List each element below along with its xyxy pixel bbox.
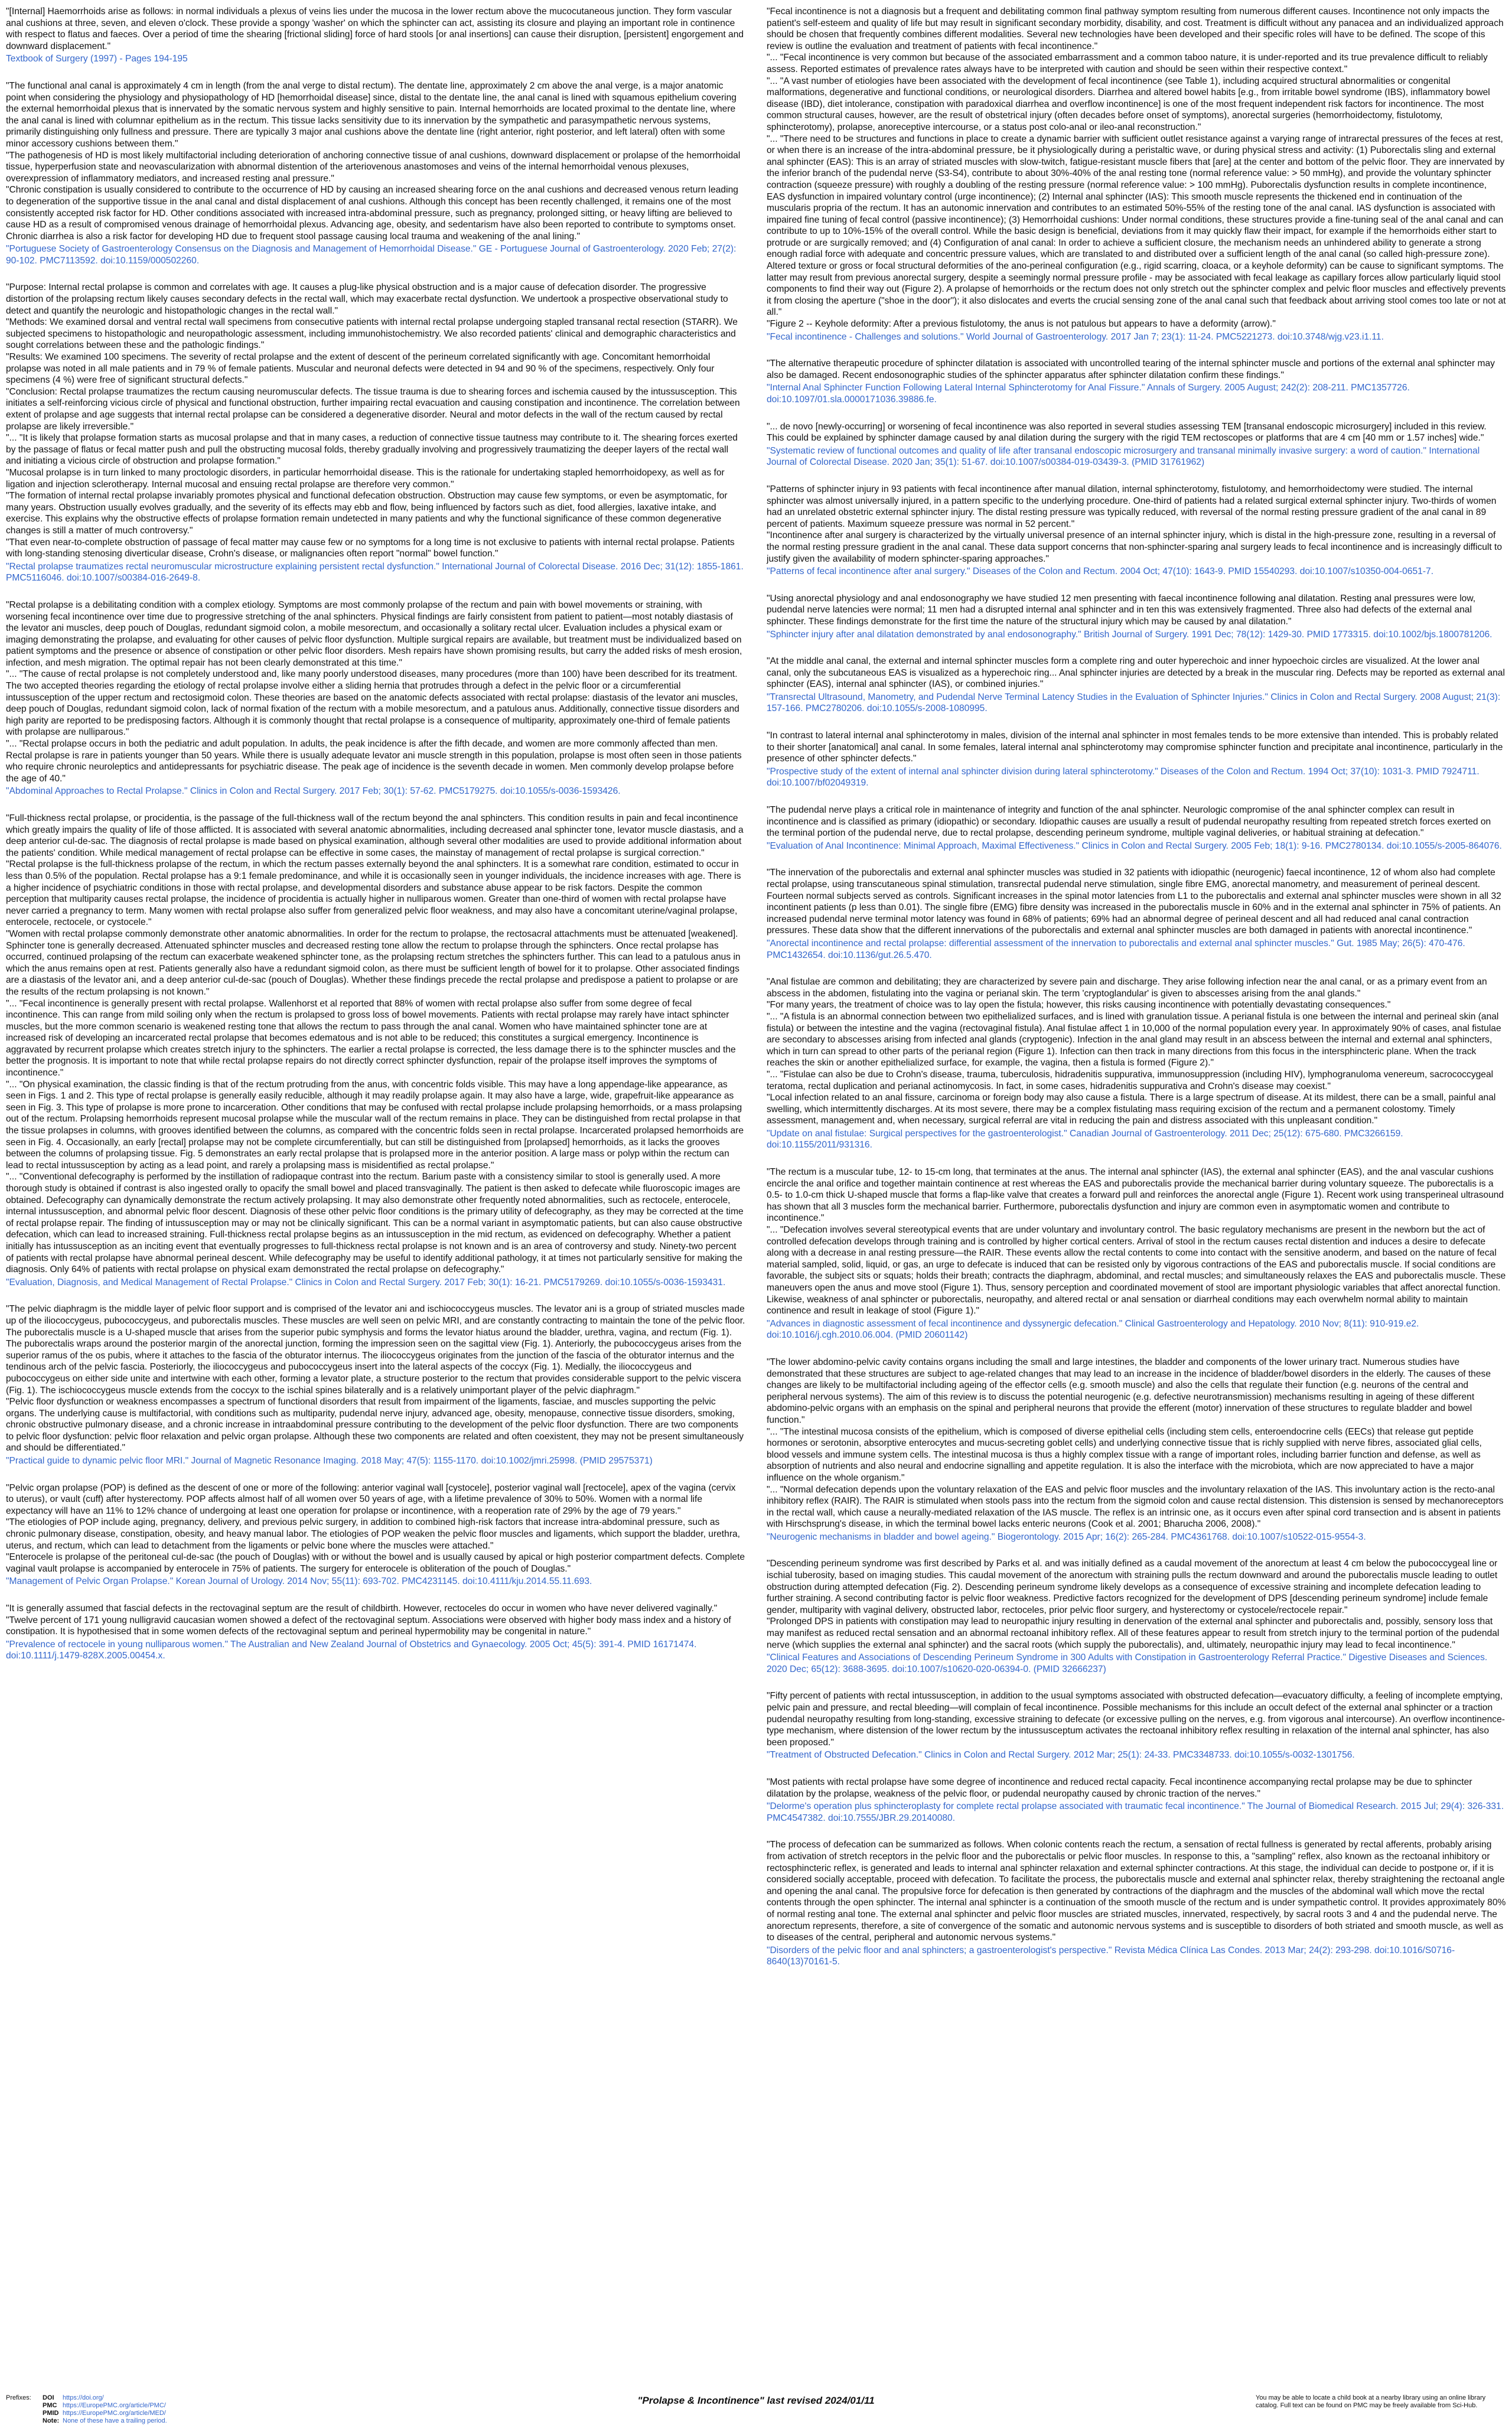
- quote-entry: [767, 804, 1506, 852]
- footer: [0, 2393, 1512, 2424]
- quote-entry: [6, 6, 745, 65]
- prefix-url[interactable]: https://EuropePMC.org/article/MED/: [63, 2410, 166, 2417]
- quote-text: "The process of defecation can be summarized as follows. When colonic contents reach the rectum, a sensation of rectal fullness is generated by rectal afferents, probably arising from activation of stretch receptors in the pelvic floor and the puborectalis or pelvic floor muscles. In response to this, a "sampling" reflex, also known as the rectoanal inhibitory or rectosphincteric reflex, is generated and leads to internal anal sphincter relaxation and external sphincter contractions. At this stage, the individual can decide to postpone or, if it is considered socially acceptable, proceed with defecation. To facilitate the process, the puborectalis muscle and external anal sphincter relax, thereby straightening the rectoanal angle and opening the anal canal. The propulsive force for defecation is then generated by contractions of the diaphragm and the muscles of the abdominal wall which move the rectal contents through the open sphincter. The internal anal sphincter is a continuation of the smooth muscle of the rectum and is under sympathetic control. It provides approximately 80% of normal resting anal tone. The external anal sphincter and pelvic floor muscles are striated muscles, innervated, respectively, by sacral roots 3 and 4 and the pudendal nerve. The anorectum represents, therefore, a site of convergence of the somatic and autonomic nervous systems and is susceptible to disorders of both striated and smooth muscle, as well as to diseases of the central, peripheral and autonomic nervous systems.": [767, 1840, 1506, 1943]
- citation-link[interactable]: "Fecal incontinence - Challenges and solutions." World Journal of Gastroenterology. 2017 Jan 7; 23(1): 11-24. PMC5221273. doi:10.3748/wjg.v23.i1.11.: [767, 331, 1384, 342]
- prefixes-label: Prefixes:: [6, 2394, 31, 2401]
- quote-entry: [6, 813, 745, 1288]
- quote-entry: [767, 1166, 1506, 1341]
- quote-text: "Rectal prolapse is a debilitating condition with a complex etiology. Symptoms are most commonly prolapse of the rectum and pain with bowel movements or straining, with worsening fecal incontinence over time due to progressive stretching of the anal sphincters. Physical findings are fairly consistent from patient to patient—most notably diastasis of the levator ani muscles, deep pouch of Douglas, redundant sigmoid colon, a mobile mesorectum, and occasionally a solitary rectal ulcer. Evaluation includes a physical exam or imaging demonstrating the prolapse, and evaluating for other causes of pelvic floor dysfunction. Multiple surgical repairs are available, but treatment must be individualized based on patient symptoms and the presence or absence of constipation or other pelvic floor disorders. Mesh repairs have shown promising results, but carry the added risks of mesh erosion, infection, and mesh migration. The optimal repair has not been clearly demonstrated at this time." "... "The cause of rectal prolapse is not completely understood and, like many poorly understood diseases, many procedures (more than 100) have been described for its treatment. The two accepted theories regarding the etiology of rectal prolapse involve either a sliding hernia that protrudes through a defect in the pelvic floor or a circumferential intussusception of the upper rectum and rectosigmoid colon. These theories are based on the anatomic defects associated with rectal prolapse: diastasis of the levator ani muscles, deep pouch of Douglas, redundant sigmoid colon, lack of normal fixation of the rectum with a mobile mesorectum, and a patulous anus. Additionally, connective tissue disorders and high parity are reported to be predisposing factors. Although it is commonly thought that rectal prolapse is a consequence of multiparity, approximately one-third of female patients with prolapse are nulliparous." "... "Rectal prolapse occurs in both the pediatric and adult population. In adults, the peak incidence is after the fifth decade, and women are more commonly affected than men. Rectal prolapse is rare in patients younger than 50 years. While there is usually adequate levator ani muscle strength in this population, prolapse is most often seen in those patients who require chronic neuroleptics and antidepressants for psychiatric disease. The peak age of incidence is the seventh decade in women. Men commonly develop prolapse before the age of 40.": [6, 599, 742, 784]
- quote-entry: [767, 656, 1506, 715]
- quote-text: "[Internal] Haemorrhoids arise as follows: in normal individuals a plexus of veins lies under the mucosa in the lower rectum above the mucocutaneous junction. They form vascular anal cushions at three, seven, and eleven o'clock. These provide a spongy 'washer' on which the sphincter can act, assisting its closure and playing an important role in continence with respect to flatus and faeces. Over a period of time the shearing [frictional sliding] force of hard stools [or anal insertions] can cause their disruption, [persistent] engorgement and downward displacement.": [6, 6, 744, 51]
- citation-link[interactable]: "Practical guide to dynamic pelvic floor MRI." Journal of Magnetic Resonance Imaging. 2018 May; 47(5): 1155-1170. doi:10.1002/jmri.25998. (PMID 29575371): [6, 1456, 653, 1466]
- quote-text: "Fifty percent of patients with rectal intussusception, in addition to the usual symptoms associated with obstructed defecation—evacuatory difficulty, a feeling of incomplete emptying, pelvic pain and pressure, and rectal bleeding—will complain of fecal incontinence. Possible mechanisms for this include an occult defect of the external anal sphincter or a traction pudendal neuropathy resulting from long-standing, excessive straining to defecate (or excessive pulling on the nerves, e.g. from vigorous anal intercourse). An overflow incontinence-type mechanism, where distension of the lower rectum by the intussusceptum activates the rectoanal inhibitory reflex resulting in relaxation of the internal anal sphincter, has also been proposed.": [767, 1691, 1505, 1748]
- quote-text: "The innervation of the puborectalis and external anal sphincter muscles was studied in 32 patients with idiopathic (neurogenic) faecal incontinence, 12 of whom also had complete rectal prolapse, using transcutaneous spinal stimulation, transrectal pudendal nerve stimulation, single fibre EMG, anorectal manometry, and measurement of perineal descent. Fourteen normal subjects served as controls. Significant increases in the spinal motor latencies from L1 to the puborectalis and external anal sphincter muscles were shown in all 32 incontinent patients (p less than 0.01). The single fibre (EMG) fibre density was increased in the puborectalis muscle in 60% and in the external anal sphincter in 75% of patients. An increased pudendal nerve terminal motor latency was found in 68% of patients; 69% had an abnormal degree of perineal descent and all had reduced anal canal contraction pressures. These data show that the different innervations of the puborectalis and external anal sphincter muscles are both damaged in patients with anorectal incontinence.": [767, 868, 1501, 936]
- citation-link[interactable]: "Prospective study of the extent of internal anal sphincter division during lateral sphincterotomy." Diseases of the Colon and Rectum. 1994 Oct; 37(10): 1031-3. PMID 7924711. doi:10.1007/bf02049319.: [767, 766, 1480, 788]
- citation-link[interactable]: "Transrectal Ultrasound, Manometry, and Pudendal Nerve Terminal Latency Studies in the Evaluation of Sphincter Injuries." Clinics in Colon and Rectal Surgery. 2008 August; 21(3): 157-166. PMC2780206. doi:10.1055/s-2008-1080995.: [767, 692, 1501, 714]
- quote-entry: [6, 1482, 745, 1588]
- quote-entry: [767, 1690, 1506, 1761]
- quote-text: "Purpose: Internal rectal prolapse is common and correlates with age. It causes a plug-like physical obstruction and is a major cause of defecation disorder. The progressive distortion of the prolapsing rectum likely causes secondary defects in the rectal wall, which may exacerbate rectal dysfunction. We undertook a prospective observational study to detect and quantify the neurologic and histopathologic changes in the rectal wall." "Methods: We examined dorsal and ventral rectal wall specimens from consecutive patients with internal rectal prolapse undergoing stapled transanal rectal resection (STARR). We subjected specimens to histopathologic and neuropathologic assessment, including immunohistochemistry. We also recorded patients' clinical and demographic characteristics and sought correlations between these and the pathologic findings." "Results: We examined 100 specimens. The severity of rectal prolapse and the extent of descent of the perineum correlated significantly with age. Concomitant hemorrhoidal prolapse was noted in all male patients and in 79 % of female patients. Muscular and neuronal defects were detected in 94 and 90 % of the specimens, respectively. Only four specimens (4 %) were free of significant structural defects." "Conclusion: Rectal prolapse traumatizes the rectum causing neuromuscular defects. The tissue trauma is due to shearing forces and ischemia caused by the intussusception. This initiates a self-reinforcing vicious circle of physical and functional obstruction, further impairing rectal evacuation and causing constipation and incontinence. The correlation between extent of prolapse and age suggests that internal rectal prolapse can be considered a degenerative disorder. Neural and motor defects in the wall of the rectum caused by rectal prolapse are likely irreversible." "... "It is likely that prolapse formation starts as mucosal prolapse and that in many cases, a reduction of connective tissue tautness may contribute to it. The shearing forces exerted by the passage of flatus or fecal matter push and pull the obstructing mucosal folds, thereby gradually involving and progressively traumatizing the deeper layers of the rectal wall and initiating a vicious circle of obstruction and prolapse formation." "Mucosal prolapse is in turn linked to many proctologic disorders, in particular hemorrhoidal disease. This is the rationale for undertaking stapled hemorrhoidopexy, as well as for ligation and injection sclerotherapy. Internal mucosal and ensuing rectal prolapse are therefore very common." "The formation of internal rectal prolapse invariably promotes physical and functional defecation obstruction. Obstruction may cause few symptoms, or even be asymptomatic, for many years. Obstruction usually evolves gradually, and the severity of its effects may ebb and flow, being influenced by factors such as diet, food allergies, laxative intake, and exercise. This explains why the obstructive effects of prolapse formation remain undetected in many patients and why the functional significance of these common degenerative changes is still a matter of much controversy." "That even near-to-complete obstruction of passage of fecal matter may cause few or no symptoms for a long time is not exclusive to patients with internal rectal prolapse. Patients with long-standing stenosing diverticular disease, Crohn's disease, or malignancies often report "normal" bowel function.": [6, 282, 740, 559]
- quote-entry: [6, 1303, 745, 1466]
- citation-link[interactable]: "Evaluation of Anal Incontinence: Minimal Approach, Maximal Effectiveness." Clinics in Colon and Rectal Surgery. 2005 Feb; 18(1): 9-16. PMC2780134. doi:10.1055/s-2005-864076.: [767, 840, 1502, 851]
- citation-link[interactable]: "Portuguese Society of Gastroenterology Consensus on the Diagnosis and Management of Hemorrhoidal Disease." GE - Portuguese Journal of Gastroenterology. 2020 Feb; 27(2): 90-102. PMC7113592. doi:10.1159/000502260.: [6, 244, 737, 266]
- citation-link[interactable]: "Rectal prolapse traumatizes rectal neuromuscular microstructure explaining persistent rectal dysfunction." International Journal of Colorectal Disease. 2016 Dec; 31(12): 1855-1861. PMC5116046. doi:10.1007/s00384-016-2649-8.: [6, 561, 744, 584]
- citation-link[interactable]: "Clinical Features and Associations of Descending Perineum Syndrome in 300 Adults with Constipation in Gastroenterology Referral Practice." Digestive Diseases and Sciences. 2020 Dec; 65(12): 3688-3695. doi:10.1007/s10620-020-06394-0. (PMID 32666237): [767, 1652, 1488, 1674]
- citation-link[interactable]: "Evaluation, Diagnosis, and Medical Management of Rectal Prolapse." Clinics in Colon and Rectal Surgery. 2017 Feb; 30(1): 16-21. PMC5179269. doi:10.1055/s-0036-1593431.: [6, 1277, 726, 1288]
- citation-link[interactable]: "Update on anal fistulae: Surgical perspectives for the gastroenterologist." Canadian Journal of Gastroenterology. 2011 Dec; 25(12): 675-680. PMC3266159. doi:10.1155/2011/931316.: [767, 1128, 1403, 1150]
- quote-entry: [767, 6, 1506, 343]
- left-column: [6, 6, 745, 1677]
- quote-text: "Anal fistulae are common and debilitating; they are characterized by severe pain and discharge. They arise following infection near the anal canal, or as a primary event from an abscess in the abdomen, fistulating into the vagina or perianal skin. The term 'cryptoglandular' is given to abscesses arising from the anal glands." "For many years, the treatment of choice was to lay open the fistula; however, this risks causing incontinence with potentially devastating consequences." "... "A fistula is an abnormal connection between two epithelialized surfaces, and is lined with granulation tissue. A perianal fistula is one between the internal and perineal skin (anal fistula) or between the intestine and the vagina (rectovaginal fistula). Anal fistulae affect 1 in 10,000 of the normal population every year. In approximately 90% of cases, anal fistulae are secondary to abscesses arising from infected anal glands (cryptogenic). Infection in the anal gland may result in an abscess between the internal and external anal sphincters, which in turn can spread to other parts of the perianal region (Figure 1). Infection can then track in many directions from this focus in the intersphincteric plane. When the track reaches the skin or another epithelialized surface, for example, the vagina, then a fistula is formed (Figure 2)." "... "Fistulae can also be due to Crohn's disease, trauma, tuberculosis, hidradenitis suppurativa, immunosuppression (including HIV), lymphogranuloma venereum, sacrococcygeal teratoma, rectal duplication and perianal actinomycosis. In fact, in some cases, hidradenitis suppurativa and Crohn's disease may coexist." "Local infection related to an anal fissure, carcinoma or foreign body may also cause a fistula. There is a large spectrum of disease. At its mildest, there can be a small, painful anal swelling, which intermittently discharges. At its most severe, there may be a complex fistulating mass requiring excision of the rectum and a permanent colostomy. Timely assessment, management and, when necessary, surgical referral are vital in reducing the pain and distress associated with this unpleasant condition.": [767, 977, 1501, 1126]
- footer-note: You may be able to locate a child book at a nearby library using an online library catalog. Full text can be found on PMC may be freely available from Sci-Hub.: [1256, 2394, 1486, 2409]
- quote-entry: [6, 282, 745, 584]
- citation-link[interactable]: "Sphincter injury after anal dilatation demonstrated by anal endosonography." British Journal of Surgery. 1991 Dec; 78(12): 1429-30. PMID 1773315. doi:10.1002/bjs.1800781206.: [767, 629, 1493, 640]
- prefix-row: [43, 2410, 167, 2417]
- citation-link[interactable]: "Prevalence of rectocele in young nulliparous women." The Australian and New Zealand Journal of Obstetrics and Gynaecology. 2005 Oct; 45(5): 391-4. PMID 16171474. doi:10.1111/j.1479-828X.2005.00454.x.: [6, 1639, 697, 1661]
- prefix-url[interactable]: https://EuropePMC.org/article/PMC/: [63, 2402, 166, 2409]
- prefix-key: PMID: [43, 2410, 59, 2417]
- quote-entry: [767, 730, 1506, 789]
- quote-text: "Full-thickness rectal prolapse, or procidentia, is the passage of the full-thickness wall of the rectum beyond the anal sphincters. This condition results in pain and fecal incontinence which greatly impairs the quality of life of those afflicted. It is associated with several anatomic abnormalities, including decreased anal sphincter tone, levator muscle diastasis, and a deep anterior cul-de-sac. The diagnosis of rectal prolapse is made based on physical examination, although several other modalities are used to provide additional information about the patients' condition. While medical management of rectal prolapse can be effective in some cases, the mainstay of management of rectal prolapse is surgical correction." "Rectal prolapse is the full-thickness prolapse of the rectum, in which the rectum passes externally beyond the anal sphincters. It is a somewhat rare condition, estimated to occur in less than 0.5% of the population. Rectal prolapse has a 9:1 female predominance, and while it is occasionally seen in younger individuals, the incidence increases with age. There is a higher incidence of psychiatric conditions in those with rectal prolapse, and developmental disorders and substance abuse appear to be risk factors. Despite the common perception that multiparity causes rectal prolapse, the incidence of procidentia is actually higher in nulliparous women. Greater than one-third of women with rectal prolapse have never carried a pregnancy to term. Many women with rectal prolapse also suffer from generalized pelvic floor weakness, and may also have a concomitant uterine/vaginal prolapse, enterocele, rectocele, or cystocele." "Women with rectal prolapse commonly demonstrate other anatomic abnormalities. In order for the rectum to prolapse, the rectosacral attachments must be attenuated [weakened]. Sphincter tone is generally decreased. Attenuated sphincter muscles and decreased resting tone allow the rectum to prolapse through the sphincters. Once rectal prolapse has occurred, continued prolapsing of the rectum can exacerbate weakened sphincter tone, as the prolapsing rectum stretches the sphincters further. This can lead to a patulous anus in which the anus remains open at rest. Patients generally also have a redundant sigmoid colon, as there must be sufficient length of bowel for it to prolapse. Other associated findings are a diastasis of the levator ani, and a deep anterior cul-de-sac (pouch of Douglas). Whether these findings precede the rectal prolapse and predispose a patient to prolapse or are the results of the rectum prolapsing is not known." "... "Fecal incontinence is generally present with rectal prolapse. Wallenhorst et al reported that 88% of women with rectal prolapse also suffer from some degree of fecal incontinence. This can range from mild soiling only when the rectum is prolapsed to gross loss of bowel movements. Patients with rectal prolapse may rarely have intact sphincter muscles, but the more common scenario is weakened resting tone that allows the rectum to pass through the anal canal. Women who have maintained sphincter tone are at increased risk of developing an incarcerated rectal prolapse that becomes edematous and is not able to be reduced; this constitutes a surgical emergency. Incontinence is aggravated by recurrent prolapse which creates stretch injury to the sphincters. The earlier a rectal prolapse is corrected, the less damage there is to the sphincter muscles and the better the prognosis. It is important to note that while rectal prolapse repairs do not directly correct sphincter dysfunction, repair of the prolapse itself improves the symptoms of incontinence." "... "On physical examination, the classic finding is that of the rectum protruding from the anus, with concentric folds visible. This may have a long appendage-like appearance, as seen in Figs. 1 and 2. This type of rectal prolapse is generally easily reducible, although it may readily prolapse again. It may also have a large, wide, grapefruit-like appearance as seen in Fig. 3. This type of prolapse is more prone to incarceration. Other conditions that may be confused with rectal prolapse include prolapsing hemorrhoids, or a mass prolapsing out of the rectum. Prolapsing hemorrhoids represent mucosal prolapse while the muscular wall of the rectum remains in place. They can be distinguished from rectal prolapse in that the tissue prolapses in columns, with grooves identified between the columns, as compared with the concentric folds seen in rectal prolapse. Incarcerated prolapsed hemorrhoids are seen in Fig. 4. Occasionally, an early [rectal] prolapse may not be complete circumferentially, but can still be distinguished from [prolapsed] hemorrhoids, as it lacks the grooves between the columns of prolapsing tissue. Fig. 5 demonstrates an early rectal prolapse that is prolapsed more in the anterior position. A large mass or polyp within the rectum can lead to rectal intussusception by acting as a lead point, and rarely a prolapsing mass is misidentified as rectal prolapse." "... "Conventional defecography is performed by the instillation of radiopaque contrast into the rectum. Barium paste with a consistency similar to stool is generally used. A more thorough study is obtained if contrast is also ingested orally to opacify the small bowel and placed transvaginally. The patient is then asked to defecate while fluoroscopic images are obtained. Defecography can dynamically demonstrate the rectum actively prolapsing. It may also demonstrate other frequently noted abnormalities, such as rectocele, enterocele, internal intussusception, and abnormal pelvic floor descent. Diagnosis of these other pelvic floor conditions is the primary utility of defecography, as they may be corrected at the time of rectal prolapse repair. The finding of intussusception may or may not be clinically significant. This can be a normal variant in asymptomatic patients, but can also cause obstructive defecation, which can lead to increased straining. Full-thickness rectal prolapse begins as an intussusception in the mid rectum, as evidenced on defecography. Whether a patient initially has intussusception as an inciting event that eventually progresses to full-thickness rectal prolapse is not known and is an area of controversy and study. Ninety-two percent of patients with rectal prolapse have abnormal perineal descent. While defecography may be useful to identify additional pathology, it at times not particularly sensitive for making the diagnosis. Only 64% of patients with rectal prolapse on physical exam demonstrated the rectal prolapse on defecography.": [6, 813, 744, 1275]
- quote-text: "Patterns of sphincter injury in 93 patients with fecal incontinence after manual dilation, internal sphincterotomy, fistulotomy, and hemorrhoidectomy were studied. The internal sphincter was almost universally injured, in a pattern specific to the underlying procedure. One-third of patients had a related surgical external sphincter injury. Two-thirds of women had an unrelated obstetric external sphincter injury. The distal resting pressure was typically reduced, with reversal of the normal resting pressure gradient of the anal canal in 89 percent of patients. Maximum squeeze pressure was normal in 52 percent." "Incontinence after anal surgery is characterized by the virtually universal presence of an internal sphincter injury, which is distal in the high-pressure zone, resulting in a reversal of the normal resting pressure gradient in the anal canal. These data support concerns that non-sphincter-sparing anal surgery leads to fecal incontinence and is increasingly difficult to justify given the availability of modern sphincter-sparing approaches.": [767, 484, 1503, 564]
- quote-entry: [6, 599, 745, 797]
- quote-entry: [767, 358, 1506, 405]
- citation-link[interactable]: "Anorectal incontinence and rectal prolapse: differential assessment of the innervation to puborectalis and external anal sphincter muscles." Gut. 1985 May; 26(5): 470-476. PMC1432654. doi:10.1136/gut.26.5.470.: [767, 938, 1465, 960]
- quote-entry: [767, 976, 1506, 1151]
- quote-entry: [767, 593, 1506, 640]
- quote-entry: [767, 1558, 1506, 1675]
- quote-entry: [767, 421, 1506, 468]
- citation-link[interactable]: "Management of Pelvic Organ Prolapse." Korean Journal of Urology. 2014 Nov; 55(11): 693-702. PMC4231145. doi:10.4111/kju.2014.55.11.693.: [6, 1576, 592, 1587]
- prefix-url[interactable]: None of these have a trailing period.: [63, 2417, 167, 2424]
- prefix-row: [43, 2417, 167, 2425]
- citation-link[interactable]: "Patterns of fecal incontinence after anal surgery." Diseases of the Colon and Rectum. 2004 Oct; 47(10): 1643-9. PMID 15540293. doi:10.1007/s10350-004-0651-7.: [767, 566, 1434, 577]
- citation-link[interactable]: "Disorders of the pelvic floor and anal sphincters; a gastroenterologist's perspective." Revista Médica Clínica Las Condes. 2013 Mar; 24(2): 293-298. doi:10.1016/S0716-8640(13)70161-5.: [767, 1945, 1455, 1967]
- quote-entry: [767, 1839, 1506, 1968]
- citation-link[interactable]: "Delorme's operation plus sphincteroplasty for complete rectal prolapse associated with traumatic fecal incontinence." The Journal of Biomedical Research. 2015 Jul; 29(4): 326-331. PMC4547382. doi:10.7555/JBR.29.20140080.: [767, 1801, 1504, 1823]
- citation-link[interactable]: "Abdominal Approaches to Rectal Prolapse." Clinics in Colon and Rectal Surgery. 2017 Feb; 30(1): 57-62. PMC5179275. doi:10.1055/s-0036-1593426.: [6, 786, 621, 797]
- quote-text: "The rectum is a muscular tube, 12- to 15-cm long, that terminates at the anus. The internal anal sphincter (IAS), the external anal sphincter (EAS), and the anal vascular cushions encircle the anal orifice and together maintain continence at rest whereas the EAS and puborectalis provide the mechanical barrier during voluntary squeeze. The puborectalis is a 0.5- to 1.0-cm thick U-shaped muscle that forms a flap-like valve that creates a forward pull and reinforces the anorectal angle (Figure 1). Recent work using transperineal ultrasound has shown that all 3 muscles form the mechanical barrier. Furthermore, puborectalis dysfunction and injury are common even in asymptomatic women and contribute to incontinence." "... "Defecation involves several stereotypical events that are under voluntary and involuntary control. The basic regulatory mechanisms are present in the newborn but the act of controlled defecation develops through training and is controlled by higher cortical centers. Arrival of stool in the rectum causes rectal distention and induces a desire to defecate along with a decrease in anal resting pressure—the RAIR. These events allow the rectal contents to come into contact with the sensitive anoderm, and based on the nature of fecal material sampled, solid, liquid, or gas, an urge to defecate is induced that can be resisted only by vigorous contractions of the EAS and puborectalis muscle. If social conditions are favorable, the subject sits or squats; holds their breath; contracts the diaphragm, abdominal, and rectal muscles; and simultaneously relaxes the EAS and puborectalis muscle. These maneuvers open the anus and move stool (Figure 1). Thus, sensory perception and coordinated movement of stool are important physiologic variables that affect anorectal function. Likewise, weakness of anal sphincter or puborectalis, neuropathy, and altered rectal or anal sensation or diarrheal conditions may each overwhelm normal ability to maintain continence and result in leakage of stool (Figure 1).": [767, 1167, 1506, 1316]
- quote-entry: [767, 867, 1506, 961]
- quote-text: "Descending perineum syndrome was first described by Parks et al. and was initially defined as a caudal movement of the anorectum at least 4 cm below the pubococcygeal line or ischial tuberosity, based on imaging studies. This caudal movement of the anorectum with straining pulls the rectum downward and around the puborectalis muscle leading to outlet obstruction during attempted defecation (Fig. 2). Descending perineum syndrome likely develops as a consequence of excessive straining and incomplete defecation leading to further straining. A second contributing factor is pelvic floor weakness. Predictive factors recognized for the development of DPS [descending perineum syndrome] include female gender, multiparity with vaginal delivery, obstructed labor, rectoceles, prior pelvic floor surgery, and hysterectomy or cystocele/rectocele repair." "Prolonged DPS in patients with constipation may lead to neuropathic injury resulting in denervation of the external anal sphincter and puborectalis and, possibly, sensory loss that may manifest as reduced rectal sensation and an abnormal rectoanal inhibitory reflex. All of these features appear to result from stretch injury to the terminal portion of the pudendal nerve (which supplies the external anal sphincter) and the sacral roots (which supply the puborectalis), and, ultimately, neuropathic injury may lead to fecal incontinence.": [767, 1559, 1500, 1650]
- quote-text: "Using anorectal physiology and anal endosonography we have studied 12 men presenting with faecal incontinence following anal dilatation. Resting anal pressures were low, pudendal nerve latencies were normal; 11 men had a disrupted internal anal sphincter and in ten this was extensively fragmented. Three also had defects of the external anal sphincter. These findings demonstrate for the first time the nature of the structural injury which may be caused by anal dilatation.": [767, 593, 1476, 627]
- quote-entry: [767, 1357, 1506, 1543]
- footer-title: "Prolapse & Incontinence" last revised 2024/01/11: [637, 2395, 875, 2406]
- quote-entry: [6, 80, 745, 267]
- quote-text: "The functional anal canal is approximately 4 cm in length (from the anal verge to distal rectum). The dentate line, approximately 2 cm above the anal verge, is a major anatomic point when considering the physiology and physiopathology of HD [hemorrhoidal disease] since, distal to the dentate line, the anal canal is lined with squamous epithelium covering the external hemorrhoidal plexus that is innervated by the somatic nervous system and highly sensitive to pain. Internal hemorrhoids are located proximal to the dentate line, where the anal canal is lined with columnar epithelium as in the rectum. This tissue lacks sensitivity due to its innervation by the sympathetic and parasympathetic nervous systems, primarily distinguishing only fullness and pressure. There are typically 3 major anal cushions above the dentate line (right anterior, right posterior, and left lateral) often with some minor accessory cushions between them." "The pathogenesis of HD is most likely multifactorial including deterioration of anchoring connective tissue of anal cushions, downward displacement or prolapse of the hemorrhoidal tissue, hyperperfusion state and neovascularization with abnormal distention of the arteriovenous anastomoses and veins of the internal hemorrhoidal venous plexuses, overexpression of inflammatory mediators, and increased resting anal pressure." "Chronic constipation is usually considered to contribute to the occurrence of HD by causing an increased shearing force on the anal cushions and decreased venous return leading to degeneration of the supportive tissue in the anal canal and distal displacement of anal cushions. Although this concept has been recently challenged, it remains one of the most consistently accepted risk factor for HD. Other conditions associated with increased intra-abdominal pressure, such as pregnancy, prolonged sitting, or heavy lifting are believed to cause HD as a result of compromised venous drainage of hemorrhoidal plexus. Advancing age, obesity, and sedentarism have also been reported to contribute to symptoms onset. Chronic diarrhea is also a risk factor for developing HD due to frequent stool passage causing local trauma and weakening of the anal lining.": [6, 80, 741, 242]
- quote-text: "The lower abdomino-pelvic cavity contains organs including the small and large intestines, the bladder and components of the lower urinary tract. Numerous studies have demonstrated that these structures are subject to age-related changes that may lead to an increase in the incidence of bladder/bowel disorders in the elderly. The causes of these changes are likely to be multifactorial including ageing of the effector cells (e.g. smooth muscle) and also the cells that regulate their function (e.g. neurons of the central and peripheral nervous systems). The aim of this review is to discuss the potential neurogenic (e.g. defective neurotransmission) mechanisms resulting in ageing of these different abdomino-pelvic organs with an emphasis on the spinal and peripheral neurons that provide the efferent (motor) innervation of these structures to regulate bladder and bowel function." "... "The intestinal mucosa consists of the epithelium, which is composed of diverse epithelial cells (including stem cells, enteroendocrine cells (EECs) that release gut peptide hormones or serotonin, absorptive enterocytes and mucus-secreting goblet cells) and underlying connective tissue that is richly supplied with nerve fibres, associated glial cells, blood vessels and immune system cells. The intestinal mucosa is thus a highly complex tissue with a range of important roles, including barrier function and defense, as well as absorption of nutrients and also neural and endocrine signalling and appetite regulation. It is also the interface with the microbiota, which are now appreciated to have a major influence on the whole organism." "... "Normal defecation depends upon the voluntary relaxation of the EAS and pelvic floor muscles and the involuntary relaxation of the IAS. This involuntary action is the recto-anal inhibitory reflex (RAIR). The RAIR is stimulated when stools pass into the rectum from the sigmoid colon and cause rectal distension. This distension is sensed by mechanoreceptors in the rectal wall, which cause a neurally-mediated relaxation of the IAS muscle. The reflex is an intrinsic one, as it occurs even after spinal cord transection and is absent in patients with Hirschsprung's disease, in which the terminal bowel lacks enteric neurons (Cook et al. 2001; Bharucha 2006, 2008).": [767, 1357, 1504, 1530]
- quote-text: "The alternative therapeutic procedure of sphincter dilatation is associated with uncontrolled tearing of the internal sphincter muscle and portions of the external anal sphincter may also be damaged. Recent endosonographic studies of the sphincter apparatus after sphincter dilatation confirm these findings.": [767, 358, 1495, 380]
- quote-text: "In contrast to lateral internal anal sphincterotomy in males, division of the internal anal sphincter in most females tends to be more extensive than intended. This is probably related to their shorter [anatomical] anal canal. In some females, lateral internal anal sphincterotomy may compromise sphincter function and precipitate anal incontinence, particularly in the presence of other sphincter defects.": [767, 731, 1503, 764]
- citation-link[interactable]: Textbook of Surgery (1997) - Pages 194-195: [6, 54, 188, 64]
- quote-text: "... de novo [newly-occurring] or worsening of fecal incontinence was also reported in several studies assessing TEM [transanal endoscopic microsurgery] included in this review. This could be explained by sphincter damage caused by anal dilation during the surgery with the rigid TEM rectoscopes or platforms that are 4 cm [40 mm or 1.57 inches] wide.": [767, 421, 1487, 444]
- prefix-url[interactable]: https://doi.org/: [63, 2394, 104, 2401]
- quote-text: "It is generally assumed that fascial defects in the rectovaginal septum are the result of childbirth. However, rectoceles do occur in women who have never delivered vaginally." "Twelve percent of 171 young nulligravid caucasian women showed a defect of the rectovaginal septum. Associations were observed with higher body mass index and a history of constipation. It is hypothesised that in some women defects of the rectovaginal septum and perineal hypermobility may be congenital in nature.": [6, 1603, 731, 1637]
- quote-text: "Pelvic organ prolapse (POP) is defined as the descent of one or more of the following: anterior vaginal wall [cystocele], posterior vaginal wall [rectocele], apex of the vagina (cervix to uterus), or vault (cuff) after hysterectomy. POP affects almost half of all women over 50 years of age, with a lifetime prevalence of 30% to 50%. Women with a normal life expectancy will have an 11% to 12% chance of undergoing at least one operation for prolapse or incontinence, with a reoperation rate of 29% by the age of 79 years." "The etiologies of POP include aging, pregnancy, delivery, and previous pelvic surgery, in addition to combined high-risk factors that increase intra-abdominal pressure, such as chronic pulmonary disease, constipation, obesity, and heavy manual labor. The etiologies of POP weaken the pelvic floor muscles and ligaments, which support the bladder, urethra, uterus, and rectum, which can lead to detachment from the ligaments or pelvic bone where the muscles were attached." "Enterocele is prolapse of the peritoneal cul-de-sac (the pouch of Douglas) with or without the bowel and is usually caused by apical or high posterior compartment defects. Complete vaginal vault prolapse is accompanied by enterocele in 75% of patients. The surgery for enterocele is obliteration of the pouch of Douglas.": [6, 1482, 745, 1574]
- quote-text: "Fecal incontinence is not a diagnosis but a frequent and debilitating common final pathway symptom resulting from numerous different causes. Incontinence not only impacts the patient's self-esteem and quality of life but may result in significant secondary morbidity, disability, and cost. Treatment is difficult without any panacea and an individualized approach should be chosen that frequently combines different modalities. Several new technologies have been developed and their specific roles will have to be defined. The scope of this review is outline the evaluation and treatment of patients with fecal incontinence." "... "Fecal incontinence is very common but because of the associated embarrassment and a common taboo nature, it is under-reported and its true prevalence difficult to reliably assess. Reported estimates of prevalence rates always have to be interpreted with caution and should be seen within their respective context." "... "A vast number of etiologies have been associated with the development of fecal incontinence (see Table 1), including acquired structural abnormalities or congenital malformations, degenerative and functional conditions, or neurological disorders. Diarrhea and altered bowel habits [e.g., from irritable bowel syndrome (IBS), inflammatory bowel disease (IBD), diet intolerance, constipation with paradoxical diarrhea and overflow incontinence] is one of the most frequent independent risk factors for incontinence. The most common structural causes, however, are the result of obstetrical injury (often decades before onset of symptoms), anorectal surgeries (hemorrhoidectomy, fistulotomy, sphincterotomy), prolapse, anoreceptive intercourse, or a status post colo-anal or ileo-anal reconstruction." "... "There need to be structures and functions in place to create a dynamic barrier with sufficient outlet resistance against a varying range of intrarectal pressures of the feces at rest, or when there is an increase of the intra-abdominal pressure, be it physiologically during a peristaltic wave, or during physical stress and activity: (1) Puborectalis sling and external anal sphincter (EAS): This is an array of striated muscles with slow-twitch, fatigue-resistant muscle fibers that [are] at the center and bottom of the pelvic floor. They are innervated by the inferior branch of the pudendal nerve (S3-S4), contribute to about 30%-40% of the anal resting tone (normal reference value: > 50 mmHg), and provide the voluntary sphincter contraction (squeeze pressure) with roughly a doubling of the resting pressure (normal reference value: > 100 mmHg). Puborectalis dysfunction results in complete incontinence, EAS dysfunction in impaired voluntary control (urge incontinence); (2) Internal anal sphincter (IAS): This smooth muscle represents the thickened end in continuation of the muscularis propria of the rectum. It has an autonomic innervation and contributes to an estimated 50%-55% of the resting tone of the anal canal. IAS dysfunction is associated with impaired fine tuning of fecal control (passive incontinence); (3) Hemorrhoidal cushions: Under normal conditions, these structures provide a fine-tuning seal of the anal canal and can contribute to up to 10%-15% of the overall control. While the basic design is beneficial, deviations from it may quickly flaw their impact, for example if the hemorrhoids either start to protrude or are surgically removed; and (4) Configuration of anal canal: In order to achieve a sufficient closure, the mechanism needs an unhindered ability to generate a strong enough radial force with adequate and concentric pressure values, which are translated to and distributed over a sufficient length of the anal canal (so called high-pressure zone). Altered texture or gross or focal structural deformities of the ano-perineal configuration (e.g., rigid scarring, cloaca, or a keyhole deformity) can be cause to significant symptoms. The latter may result from previous anorectal surgery, despite a seemingly normal pressure profile - may be associated with fecal leakage as capillary forces allow particularly liquid stool components to find their way out (Figure 2). A prolapse of hemorrhoids or the rectum does not only stretch out the sphincter complex and pelvic floor muscles and effectively prevents it from closing the aperture ("shoe in the door"); it also dislocates and everts the crucial sensing zone of the anal canal such that feedback about arriving stool comes too late or not at all." "Figure 2 -- Keyhole deformity: After a previous fistulotomy, the anus is not patulous but appears to have a deformity (arrow).": [767, 6, 1506, 330]
- quote-entry: [6, 1603, 745, 1662]
- prefix-key: PMC: [43, 2402, 57, 2409]
- quote-text: "Most patients with rectal prolapse have some degree of incontinence and reduced rectal capacity. Fecal incontinence accompanying rectal prolapse may be due to sphincter dilatation by the prolapse, weakness of the pelvic floor, or pudendal neuropathy caused by chronic traction of the nerves.": [767, 1777, 1472, 1799]
- prefix-key: DOI: [43, 2394, 54, 2401]
- citation-link[interactable]: "Advances in diagnostic assessment of fecal incontinence and dyssynergic defecation." Clinical Gastroenterology and Hepatology. 2010 Nov; 8(11): 910-919.e2. doi:10.1016/j.cgh.2010.06.004. (PMID 20601142): [767, 1318, 1419, 1341]
- citation-link[interactable]: "Neurogenic mechanisms in bladder and bowel ageing." Biogerontology. 2015 Apr; 16(2): 265-284. PMC4361768. doi:10.1007/s10522-015-9554-3.: [767, 1531, 1366, 1542]
- citation-link[interactable]: "Systematic review of functional outcomes and quality of life after transanal endoscopic microsurgery and transanal minimally invasive surgery: a word of caution." International Journal of Colorectal Disease. 2020 Jan; 35(1): 51-67. doi:10.1007/s00384-019-03439-3. (PMID 31761962): [767, 445, 1480, 468]
- right-column: [767, 6, 1506, 1983]
- quote-text: "The pudendal nerve plays a critical role in maintenance of integrity and function of the anal sphincter. Neurologic compromise of the anal sphincter complex can result in incontinence and is classified as primary (idiopathic) or secondary. Idiopathic causes are usually a result of pudendal neuropathy resulting from repeated stretch forces exerted on the terminal portion of the pudendal nerve, due to rectal prolapse, descending perineum syndrome, multiple vaginal deliveries, or habitual straining at defecation.": [767, 805, 1491, 839]
- citation-link[interactable]: "Treatment of Obstructed Defecation." Clinics in Colon and Rectal Surgery. 2012 Mar; 25(1): 24-33. PMC3348733. doi:10.1055/s-0032-1301756.: [767, 1750, 1355, 1761]
- quote-text: "At the middle anal canal, the external and internal sphincter muscles form a complete ring and outer hyperechoic and inner hypoechoic circles are visualized. At the lower anal canal, only the subcutaneous EAS is visualized as a hyperechoic ring... Anal sphincter injuries are detected by a break in the muscular ring. Defects may be reported as external anal sphincter (EAS), internal anal sphincter (IAS), or combined injuries.": [767, 656, 1505, 690]
- quote-text: "The pelvic diaphragm is the middle layer of pelvic floor support and is comprised of the levator ani and ischiococcygeus muscles. The levator ani is a group of striated muscles made up of the iliococcygeus, pubococcygeus, and puborectalis muscles. These muscles are well seen on pelvic MRI, and are constantly contracting to maintain the tone of the pelvic floor. The puborectalis muscle is a U-shaped muscle that arises from the superior pubic symphysis and forms the levator hiatus around the bladder, urethra, vagina, and rectum (Fig. 1). The puborectalis wraps around the posterior margin of the anorectal junction, forming the impression seen on the sagittal view (Fig. 1). Anteriorly, the pubococcygeus arises from the superior ramus of the os pubis, where it attaches to the fascia of the obturator internus. The iliococcygeus originates from the junction of the fascia of the obturator internus and the tendinous arch of the pelvic fascia. Posteriorly, the iliococcygeus and pubococcygeus insert into the lateral aspects of the coccyx (Fig. 1). Medially, the iliococcygeus and pubococcygeus on either side unite and intertwine with each other, forming a levator plate, a structure posterior to the rectum that provides considerable support to the pelvic viscera (Fig. 1). The ischiococcygeus muscle extends from the coccyx to the ischial spines bilaterally and is a relatively unimportant player of the pelvic diaphragm." "Pelvic floor dysfunction or weakness encompasses a spectrum of functional disorders that result from impairment of the ligaments, fasciae, and muscles supporting the pelvic organs. The underlying cause is multifactorial, with conditions such as multiparity, pudendal nerve injury, advanced age, obesity, menopause, connective tissue disorders, smoking, chronic obstructive pulmonary disease, and a chronic increase in intraabdominal pressure contributing to the development of the pelvic floor dysfunction. There are two components to pelvic floor dysfunction: pelvic floor relaxation and pelvic organ prolapse. Although these two components are related and often coexistent, they may not be present simultaneously and should be differentiated.": [6, 1304, 745, 1453]
- prefix-key: Note:: [43, 2417, 60, 2424]
- quote-entry: [767, 484, 1506, 578]
- quote-entry: [767, 1777, 1506, 1824]
- citation-link[interactable]: "Internal Anal Sphincter Function Following Lateral Internal Sphincterotomy for Anal Fissure." Annals of Surgery. 2005 August; 242(2): 208-211. PMC1357726. doi:10.1097/01.sla.0000171036.39886.fe.: [767, 383, 1410, 405]
